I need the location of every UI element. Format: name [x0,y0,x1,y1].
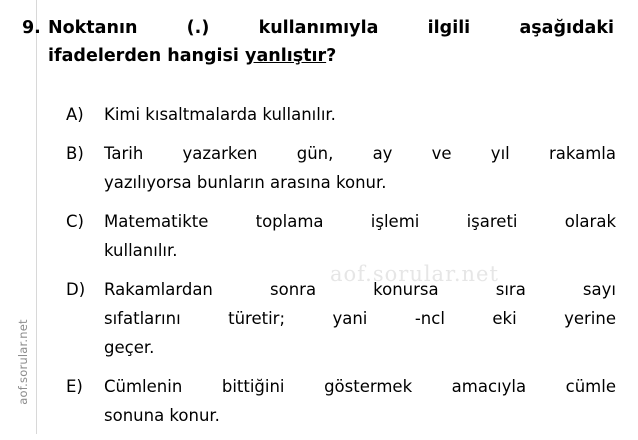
option-d-line-2: sıfatlarını türetir; yani -ncl eki yerine [104,309,616,328]
option-e-label: E) [66,377,83,396]
question-text [48,14,614,70]
option-d[interactable] [66,275,616,362]
option-e[interactable] [66,372,616,430]
question-number: 9. [22,18,41,38]
option-c[interactable] [66,207,616,265]
question-row [22,14,614,70]
option-d-text [104,275,616,362]
option-b-line-1: Tarih yazarken gün, ay ve yıl rakamla [104,144,616,163]
side-watermark: aof.sorular.net [16,319,30,405]
option-b-label: B) [66,144,84,163]
option-c-line-1: Matematikte toplama işlemi işareti olarak [104,212,616,231]
option-e-text [104,372,616,430]
option-a-label: A) [66,105,84,124]
question-line-2 [48,42,614,70]
question-line-2-post: ? [326,46,337,66]
question-line-2-pre: ifadelerden hangisi [48,46,246,66]
option-c-label: C) [66,212,84,231]
option-d-line-1: Rakamlardan sonra konursa sıra sayı [104,280,616,299]
option-b-line-2: yazılıyorsa bunların arasına konur. [104,173,387,192]
option-a-line-1: Kimi kısaltmalarda kullanılır. [104,105,336,124]
option-b-text [104,139,616,197]
option-e-line-1: Cümlenin bittiğini göstermek amacıyla cümle [104,377,616,396]
question-block [22,14,614,70]
option-d-line-3: geçer. [104,338,155,357]
options-list [66,100,616,440]
option-d-label: D) [66,280,86,299]
option-a-text [104,100,616,129]
question-emphasis: yanlıştır [245,46,327,66]
option-a[interactable] [66,100,616,129]
option-e-line-2: sonuna konur. [104,406,220,425]
option-c-line-2: kullanılır. [104,241,178,260]
question-line-1: Noktanın (.) kullanımıyla ilgili aşağıdaki [48,18,614,38]
option-b[interactable] [66,139,616,197]
option-c-text [104,207,616,265]
center-watermark: aof.sorular.net [330,262,499,286]
